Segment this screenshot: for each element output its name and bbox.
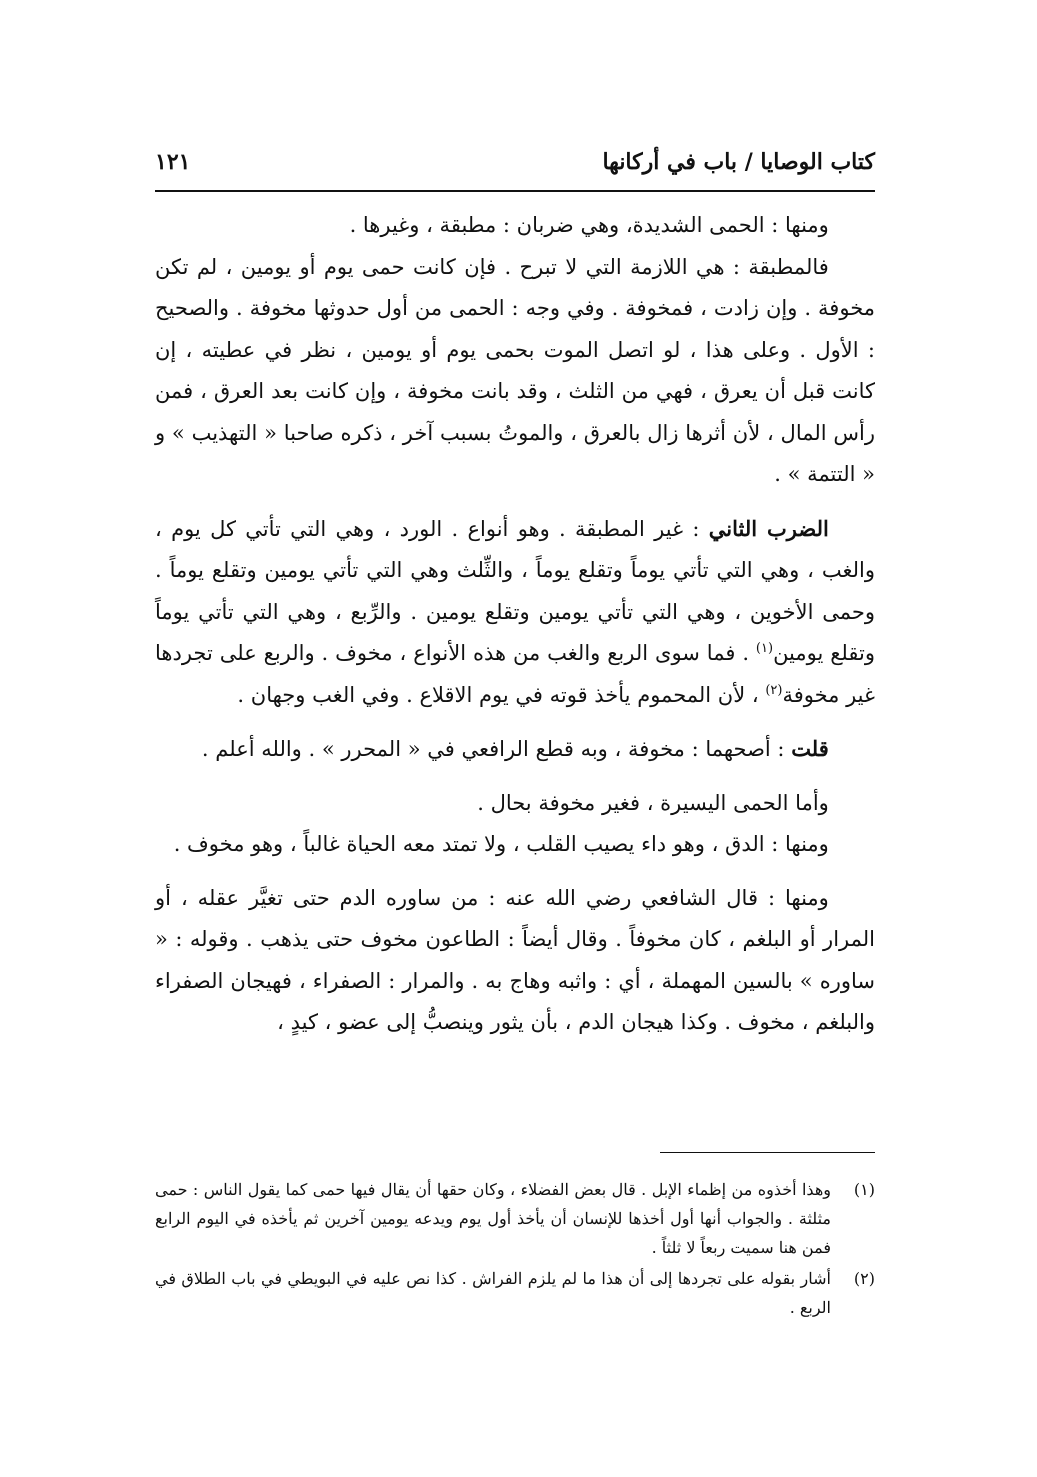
paragraph-text: ومنها : قال الشافعي رضي الله عنه : من ساوره الدم حتى تغيَّر عقله ، أو المرار أو البلغم ، كان مخوفاً . وقال أيضاً : الطاعون مخوف حتى يذهب . وقوله : « ساوره » بالسين المهملة ، أي : واثبه وهاج به . والمرار : الصفراء ، فهيجان الصفراء والبلغم ، مخوف . وكذا هيجان الدم ، بأن يثور وينصبُّ إلى عضو ، كيدٍ ،: [155, 885, 875, 1034]
paragraph-text: . فما سوى الربع والغب من هذه الأنواع ، مخوف . والربع على تجردها غير مخوفة: [155, 641, 875, 707]
footnotes: [155, 1175, 875, 1324]
footnote-2: [155, 1264, 875, 1322]
paragraph-mild-fever: [155, 783, 875, 825]
footnote-divider: [660, 1152, 875, 1153]
paragraph-text: ، لأن المحموم يأخذ قوته في يوم الاقلاع . وفي الغب وجهان .: [237, 682, 766, 707]
paragraph-shafii: [155, 878, 875, 1044]
footnote-text: أشار بقوله على تجردها إلى أن هذا ما لم يلزم الفراش . كذا نص عليه في البويطي في باب الطلاق في الربع .: [155, 1269, 831, 1317]
paragraph-text: : غير المطبقة . وهو أنواع . الورد ، وهي التي تأتي كل يوم ، والغب ، وهي التي تأتي يوماً وتقلع يوماً ، والثِّلث وهي التي تأتي يومين وتقلع يوماً . وحمى الأخوين ، وهي التي تأتي يومين وتقلع يومين . والرِّبع ، وهي التي تأتي يوماً وتقلع يومين: [155, 516, 875, 665]
paragraph-author-note: [155, 728, 875, 771]
footnote-1: [155, 1175, 875, 1262]
header-divider: [155, 190, 875, 192]
running-header: [155, 145, 875, 185]
main-text: [155, 205, 875, 1044]
paragraph-text: ومنها : الدق ، وهو داء يصيب القلب ، ولا تمتد معه الحياة غالباً ، وهو مخوف .: [173, 832, 829, 856]
paragraph-second-type: [155, 508, 875, 717]
paragraph-continuous-fever: [155, 247, 875, 496]
page-number: ١٢١: [155, 149, 191, 175]
paragraph-daq: [155, 824, 875, 866]
footnote-text: وهذا أخذوه من إظماء الإبل . قال بعض الفضلاء ، وكان حقها أن يقال فيها حمى كما يقول الناس : حمى مثلثة . والجواب أنها أول أخذها للإنسان أن يأخذ أول يوم ويدعه يومين آخرين ثم يأخذه في اليوم الرابع فمن هنا سميت ربعاً لا ثلثاً .: [155, 1180, 831, 1257]
paragraph-text: : أصحهما : مخوفة ، وبه قطع الرافعي في « المحرر » . والله أعلم .: [201, 737, 792, 761]
paragraph-fever-intro: [155, 205, 875, 247]
paragraph-text: وأما الحمى اليسيرة ، فغير مخوفة بحال .: [477, 790, 829, 815]
footnote-ref-1[interactable]: (١): [755, 641, 774, 656]
footnote-number: (٢): [853, 1269, 875, 1288]
footnote-number: (١): [853, 1180, 875, 1199]
paragraph-lead: قلت: [791, 736, 829, 761]
paragraph-text: فالمطبقة : هي اللازمة التي لا تبرح . فإن كانت حمى يوم أو يومين ، لم تكن مخوفة . وإن زادت ، فمخوفة . وفي وجه : الحمى من أول حدوثها مخوفة . والصحيح : الأول . وعلى هذا ، لو اتصل الموت بحمى يوم أو يومين ، نظر في عطيته ، إن كانت قبل أن يعرق ، فهي من الثلث ، وقد بانت مخوفة ، وإن كانت بعد العرق ، فمن رأس المال ، لأن أثرها زال بالعرق ، والموتُ بسبب آخر ، ذكره صاحبا « التهذيب » و « التتمة » .: [155, 254, 875, 486]
header-title: كتاب الوصايا / باب في أركانها: [602, 149, 875, 175]
paragraph-lead: الضرب الثاني: [708, 515, 829, 541]
footnote-ref-2[interactable]: (٢): [765, 682, 783, 698]
paragraph-text: ومنها : الحمى الشديدة، وهي ضربان : مطبقة ، وغيرها .: [349, 213, 829, 237]
